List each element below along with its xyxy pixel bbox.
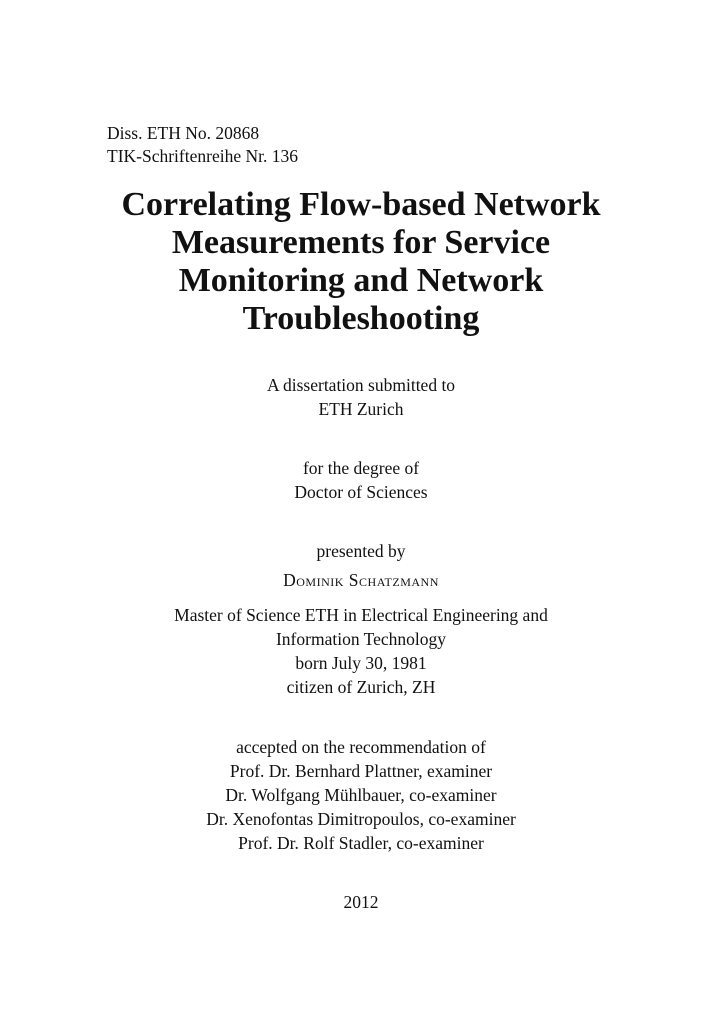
title-line: Measurements for Service: [171, 224, 551, 261]
author-detail-line: Information Technology: [275, 629, 446, 649]
series-info: [107, 122, 298, 168]
committee-intro: accepted on the recommendation of: [236, 737, 486, 757]
submission-line: A dissertation submitted to: [266, 375, 456, 395]
author-detail-line: citizen of Zurich, ZH: [286, 677, 436, 697]
institution: ETH Zurich: [318, 399, 404, 419]
dissertation-number: Diss. ETH No. 20868: [107, 123, 260, 143]
author-name: Dominik Schatzmann: [283, 570, 439, 590]
dissertation-title: [0, 186, 722, 338]
presented-by: presented by: [316, 541, 406, 561]
title-line: Correlating Flow-based Network: [121, 186, 601, 223]
report-series: TIK-Schriftenreihe Nr. 136: [107, 146, 298, 166]
publication-year: 2012: [343, 892, 379, 912]
author-details: [0, 603, 722, 699]
submission-statement: [0, 373, 722, 421]
title-line: Monitoring and Network: [178, 262, 544, 299]
committee-member: Prof. Dr. Rolf Stadler, co-examiner: [238, 833, 484, 853]
committee-member: Dr. Xenofontas Dimitropoulos, co-examiner: [206, 809, 516, 829]
committee-member: Dr. Wolfgang Mühlbauer, co-examiner: [225, 785, 497, 805]
author-detail-line: Master of Science ETH in Electrical Engineering and: [174, 605, 548, 625]
committee-member: Prof. Dr. Bernhard Plattner, examiner: [229, 761, 493, 781]
degree-statement: [0, 456, 722, 504]
degree-line: for the degree of: [302, 458, 420, 478]
committee: [0, 735, 722, 855]
title-line: Troubleshooting: [242, 300, 480, 337]
degree-name: Doctor of Sciences: [294, 482, 428, 502]
author-detail-line: born July 30, 1981: [295, 653, 427, 673]
